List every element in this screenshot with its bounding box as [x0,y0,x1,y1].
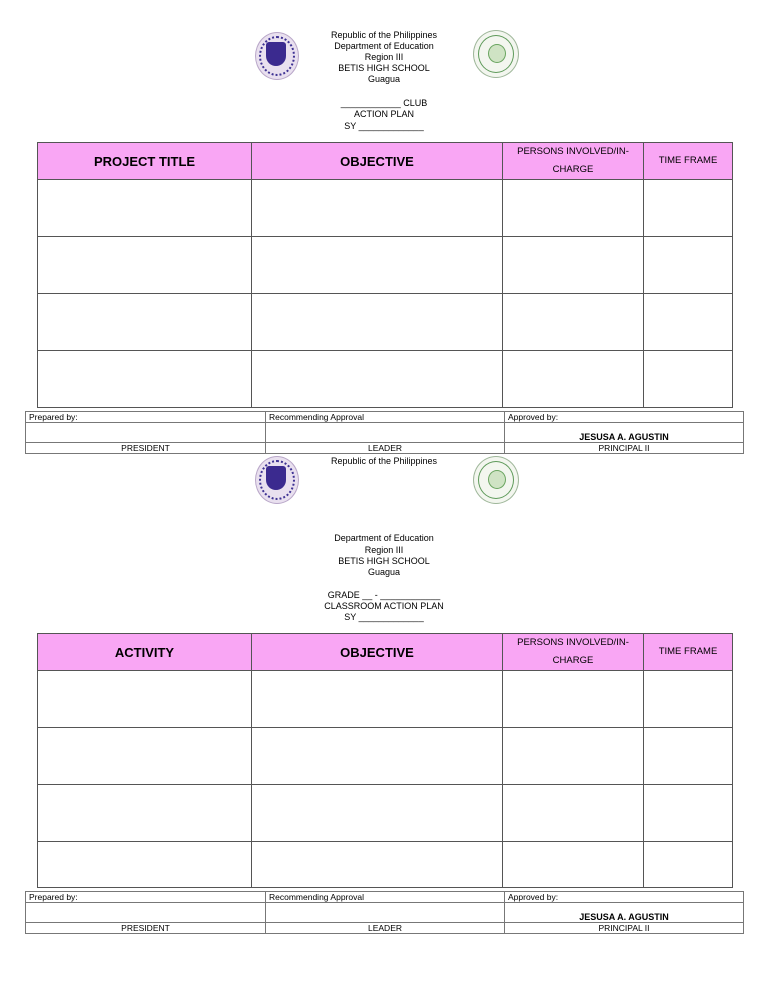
approved-by-label: Approved by: [505,412,744,423]
table-cell[interactable] [252,842,503,888]
header-republic: Republic of the Philippines [330,30,438,40]
header-region-2: Region III [364,545,404,555]
president-label: PRESIDENT [26,443,266,454]
prepared-by-label: Prepared by: [26,412,266,423]
table-cell[interactable] [503,842,644,888]
school-seal-icon [473,456,519,504]
header-objective: OBJECTIVE [252,634,503,671]
table-cell[interactable] [644,671,733,728]
action-plan-table [37,142,733,408]
leader-signature-space[interactable] [266,423,505,443]
header-department-2: Department of Education [334,533,434,543]
table-cell[interactable] [644,237,733,294]
club-name-blank: ____________ CLUB [340,98,428,108]
table-cell[interactable] [503,180,644,237]
table-cell[interactable] [644,785,733,842]
table-cell[interactable] [252,180,503,237]
table-cell[interactable] [38,294,252,351]
table-cell[interactable] [38,351,252,408]
grade-section-blank: GRADE __ - ____________ [327,590,441,600]
table-cell[interactable] [644,351,733,408]
table-cell[interactable] [252,728,503,785]
president-label: PRESIDENT [26,923,266,934]
table-cell[interactable] [38,671,252,728]
header-school-2: BETIS HIGH SCHOOL [338,556,430,566]
table-cell[interactable] [503,294,644,351]
header-project-title: PROJECT TITLE [38,143,252,180]
classroom-plan-title: CLASSROOM ACTION PLAN [324,601,444,611]
president-signature-space[interactable] [26,423,266,443]
leader-label: LEADER [266,443,505,454]
principal-title: PRINCIPAL II [505,443,744,454]
principal-title: PRINCIPAL II [505,923,744,934]
header-objective: OBJECTIVE [252,143,503,180]
header-republic-2: Republic of the Philippines [330,456,438,466]
signatories-table-2 [25,891,744,934]
table-cell[interactable] [38,180,252,237]
table-cell[interactable] [503,351,644,408]
table-row [38,728,733,785]
school-year-blank-2: SY _____________ [344,612,424,622]
school-year-blank: SY _____________ [344,121,424,131]
header-persons-involved: PERSONS INVOLVED/IN-CHARGE [503,143,644,180]
table-cell[interactable] [252,785,503,842]
approved-by-label: Approved by: [505,892,744,903]
table-cell[interactable] [252,237,503,294]
recommending-approval-label: Recommending Approval [266,892,505,903]
table-cell[interactable] [38,728,252,785]
header-region: Region III [364,52,404,62]
deped-seal-icon [255,456,299,504]
table-cell[interactable] [644,180,733,237]
table-row [38,294,733,351]
header-persons-involved: PERSONS INVOLVED/IN-CHARGE [503,634,644,671]
header-town-2: Guagua [367,567,401,577]
table-cell[interactable] [38,842,252,888]
table-cell[interactable] [503,671,644,728]
table-cell[interactable] [38,785,252,842]
prepared-by-label: Prepared by: [26,892,266,903]
table-cell[interactable] [252,294,503,351]
recommending-approval-label: Recommending Approval [266,412,505,423]
classroom-action-plan-table [37,633,733,888]
table-cell[interactable] [252,671,503,728]
table-cell[interactable] [503,237,644,294]
table-cell[interactable] [503,785,644,842]
table-cell[interactable] [644,728,733,785]
table-cell[interactable] [38,237,252,294]
table-cell[interactable] [644,842,733,888]
header-time-frame: TIME FRAME [644,143,733,180]
table-row [38,237,733,294]
principal-name: JESUSA A. AGUSTIN [505,903,744,923]
table-row [38,180,733,237]
header-school: BETIS HIGH SCHOOL [338,63,430,73]
plan-title: ACTION PLAN [353,109,414,119]
header-department: Department of Education [334,41,434,51]
table-cell[interactable] [252,351,503,408]
president-signature-space[interactable] [26,903,266,923]
table-cell[interactable] [503,728,644,785]
table-cell[interactable] [644,294,733,351]
table-row [38,842,733,888]
principal-name: JESUSA A. AGUSTIN [505,423,744,443]
header-town: Guagua [367,74,401,84]
table-row [38,785,733,842]
leader-signature-space[interactable] [266,903,505,923]
header-activity: ACTIVITY [38,634,252,671]
table-row [38,671,733,728]
signatories-table [25,411,744,454]
leader-label: LEADER [266,923,505,934]
header-time-frame: TIME FRAME [644,634,733,671]
table-row [38,351,733,408]
